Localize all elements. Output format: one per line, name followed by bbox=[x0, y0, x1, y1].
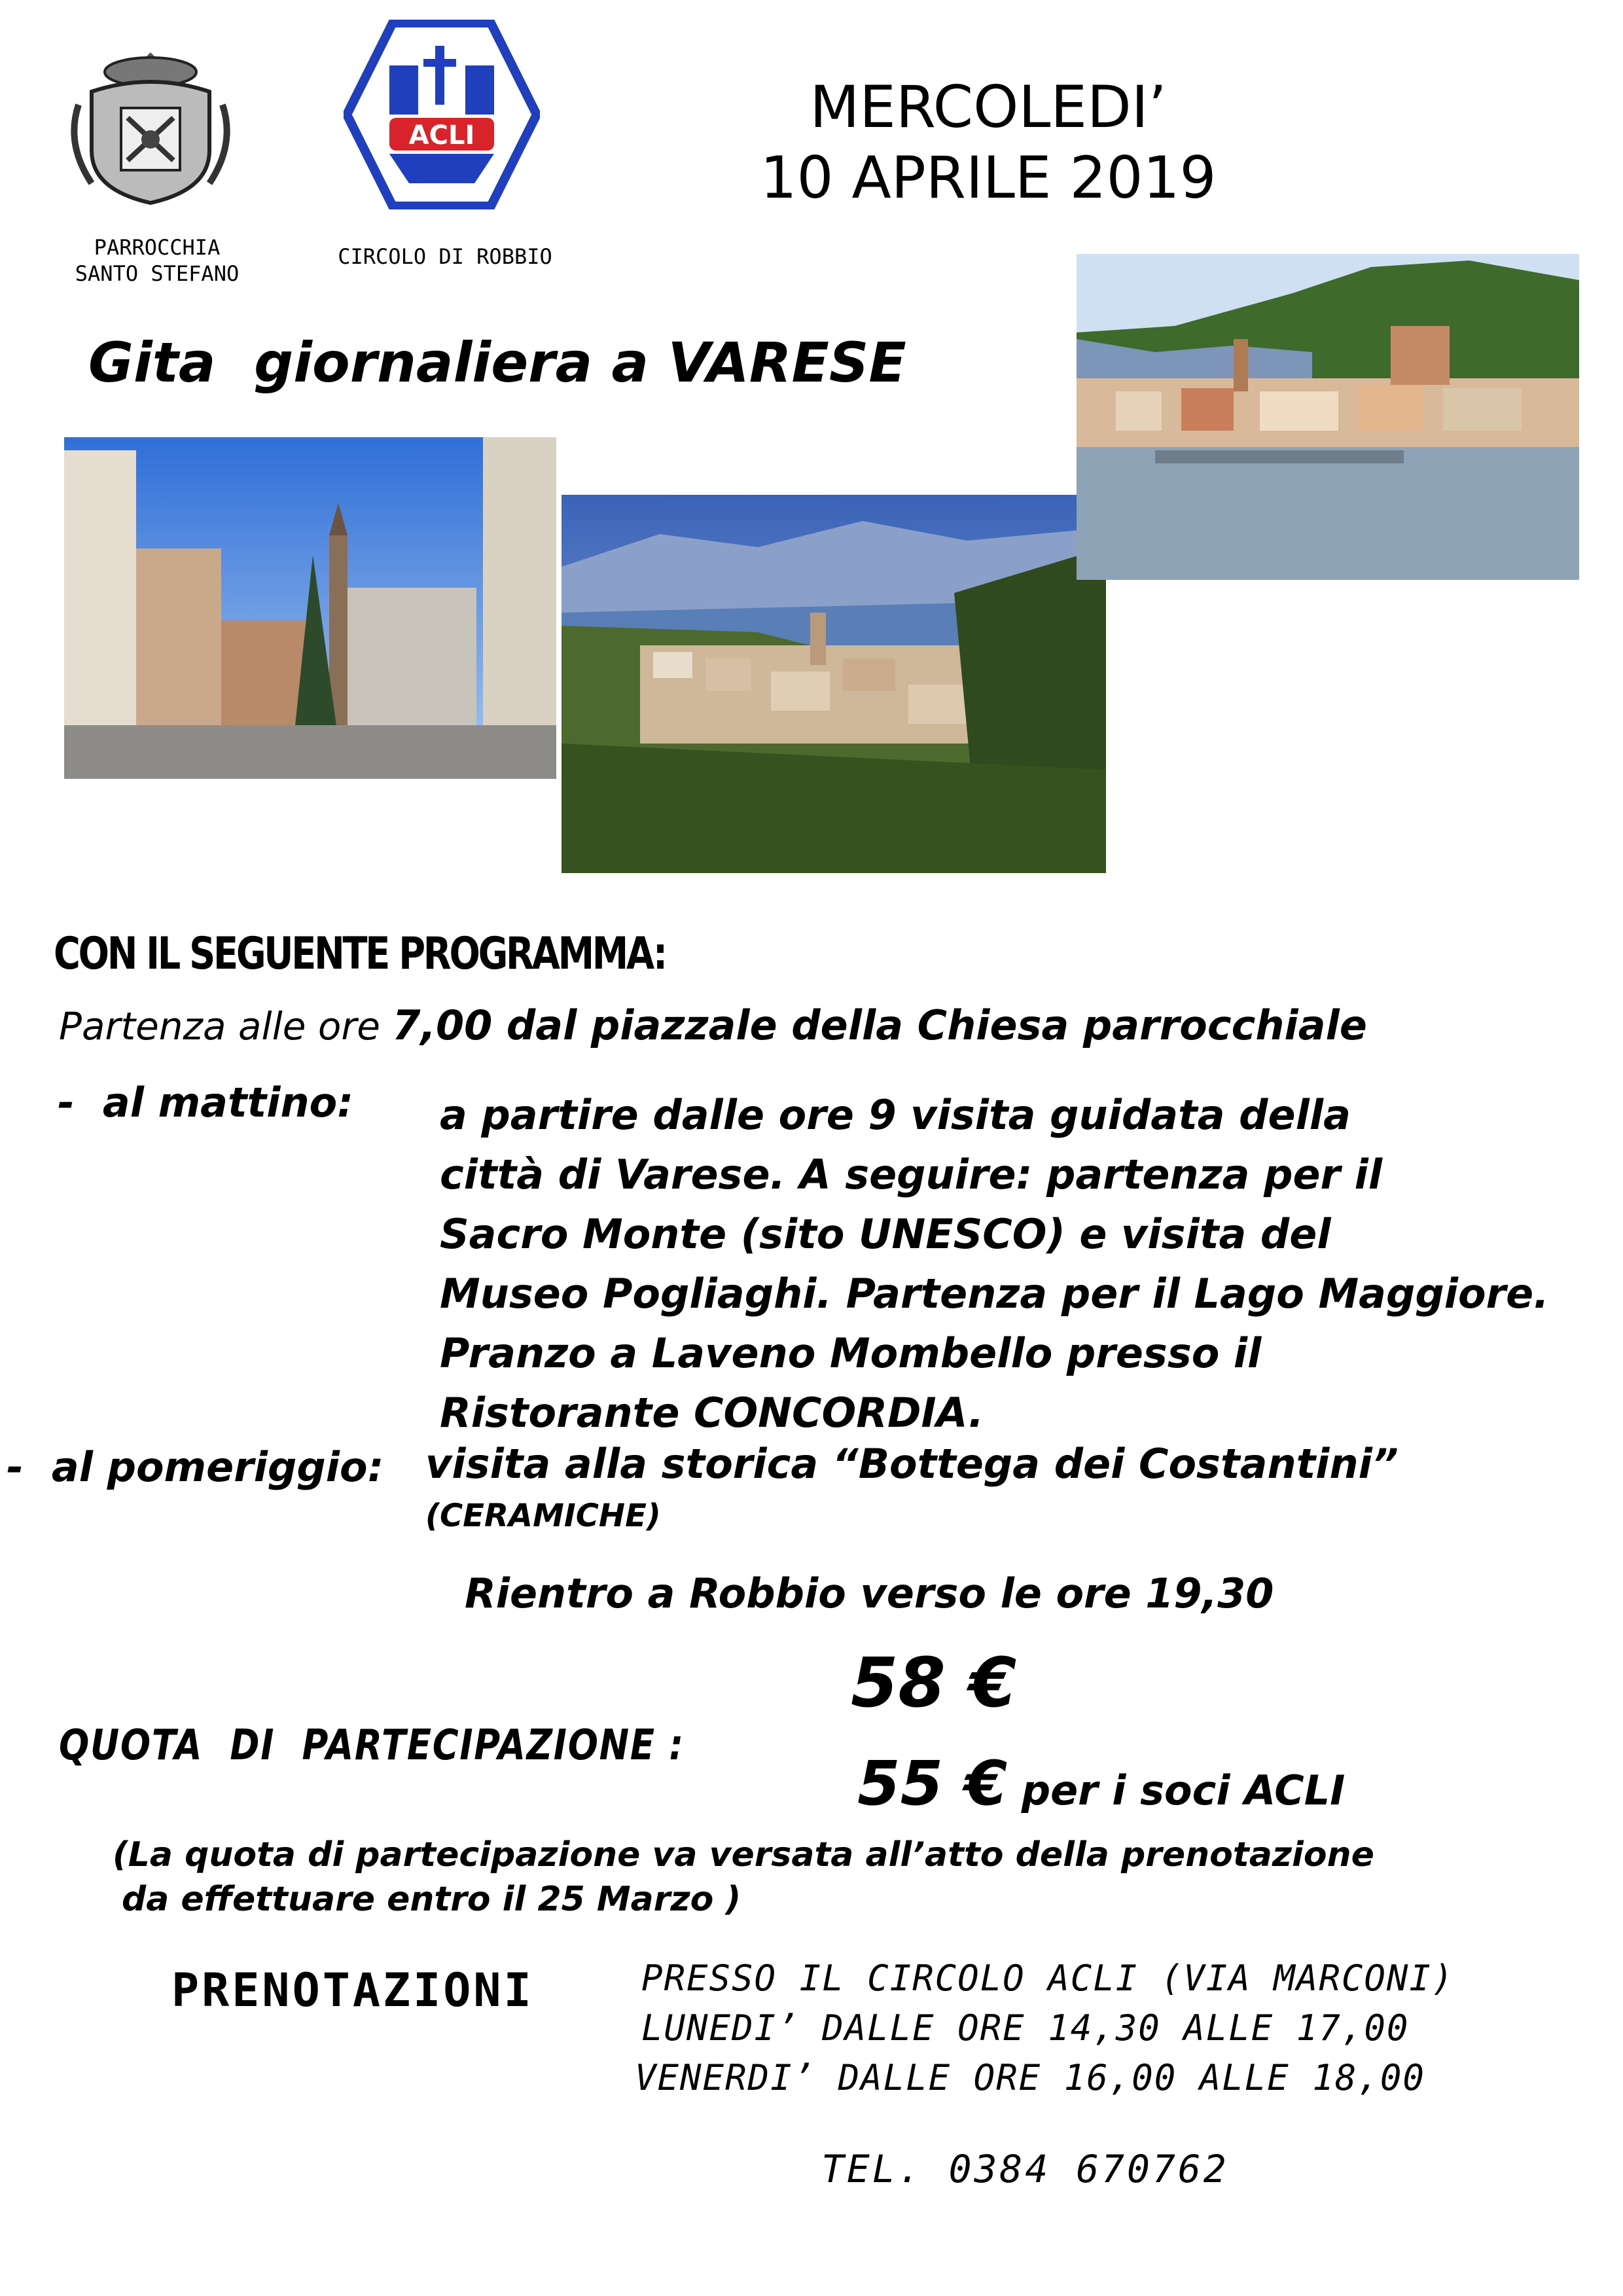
prenotazioni-line: VENERDI’ DALLE ORE 16,00 ALLE 18,00 bbox=[635, 2057, 1425, 2098]
pomeriggio-text: visita alla storica “Bottega dei Costantini” bbox=[425, 1440, 1399, 1488]
quota-note bbox=[113, 1833, 1605, 1922]
partenza-rest: 7,00 dal piazzale della Chiesa parrocchiale bbox=[392, 1001, 1367, 1049]
event-weekday: MERCOLEDI’ bbox=[810, 73, 1167, 141]
prenotazioni-line: LUNEDI’ DALLE ORE 14,30 ALLE 17,00 bbox=[641, 2007, 1410, 2049]
acli-caption: CIRCOLO DI ROBBIO bbox=[338, 244, 552, 269]
prenotazioni-info bbox=[635, 1954, 1597, 2103]
mattino-line: città di Varese. A seguire: partenza per il bbox=[440, 1151, 1383, 1198]
phone-number: TEL. 0384 670762 bbox=[821, 2147, 1229, 2191]
parish-caption-line2: SANTO STEFANO bbox=[75, 261, 240, 286]
mattino-line: Ristorante CONCORDIA. bbox=[440, 1389, 984, 1437]
parish-coat-of-arms bbox=[52, 46, 249, 209]
mattino-line: Museo Pogliaghi. Partenza per il Lago Maggiore. bbox=[440, 1270, 1549, 1318]
rientro-line: Rientro a Robbio verso le ore 19,30 bbox=[465, 1570, 1274, 1617]
programma-heading: CON IL SEGUENTE PROGRAMMA: bbox=[54, 928, 666, 980]
mattino-line: Sacro Monte (sito UNESCO) e visita del bbox=[440, 1210, 1331, 1258]
page-title: Gita giornaliera a VARESE bbox=[88, 331, 906, 395]
acli-logo bbox=[344, 20, 540, 209]
parish-caption-line1: PARROCCHIA bbox=[94, 235, 221, 260]
event-date bbox=[681, 72, 1296, 213]
price-soci-suffix: per i soci ACLI bbox=[1007, 1767, 1346, 1814]
price-soci-value: 55 € bbox=[857, 1748, 1008, 1820]
partenza-prefix: Partenza alle ore bbox=[59, 1004, 393, 1049]
event-date-line: 10 APRILE 2019 bbox=[760, 144, 1217, 211]
mattino-line: a partire dalle ore 9 visita guidata della bbox=[440, 1091, 1351, 1139]
parish-caption bbox=[46, 234, 268, 287]
quota-label: QUOTA DI PARTECIPAZIONE : bbox=[59, 1721, 685, 1770]
price-full: 58 € bbox=[851, 1643, 1017, 1723]
partenza-line bbox=[59, 1001, 1584, 1049]
pomeriggio-label: - al pomeriggio: bbox=[7, 1443, 384, 1491]
price-soci bbox=[851, 1736, 1345, 1820]
pomeriggio-note: (CERAMICHE) bbox=[425, 1498, 661, 1534]
prenotazioni-label: PRENOTAZIONI bbox=[171, 1964, 534, 2017]
photo-lake-maggiore bbox=[1077, 254, 1579, 580]
quota-note-line2: da effettuare entro il 25 Marzo ) bbox=[122, 1880, 741, 1919]
photo-sacro-monte bbox=[562, 495, 1106, 873]
acli-logo-text: ACLI bbox=[408, 120, 475, 151]
mattino-label: - al mattino: bbox=[58, 1079, 354, 1126]
photo-varese-square bbox=[64, 437, 556, 779]
mattino-text bbox=[440, 1085, 1605, 1443]
mattino-line: Pranzo a Laveno Mombello presso il bbox=[440, 1329, 1262, 1377]
quota-note-line1: (La quota di partecipazione va versata all’atto della prenotazione bbox=[113, 1835, 1374, 1874]
prenotazioni-line: PRESSO IL CIRCOLO ACLI (VIA MARCONI) bbox=[641, 1958, 1455, 1999]
